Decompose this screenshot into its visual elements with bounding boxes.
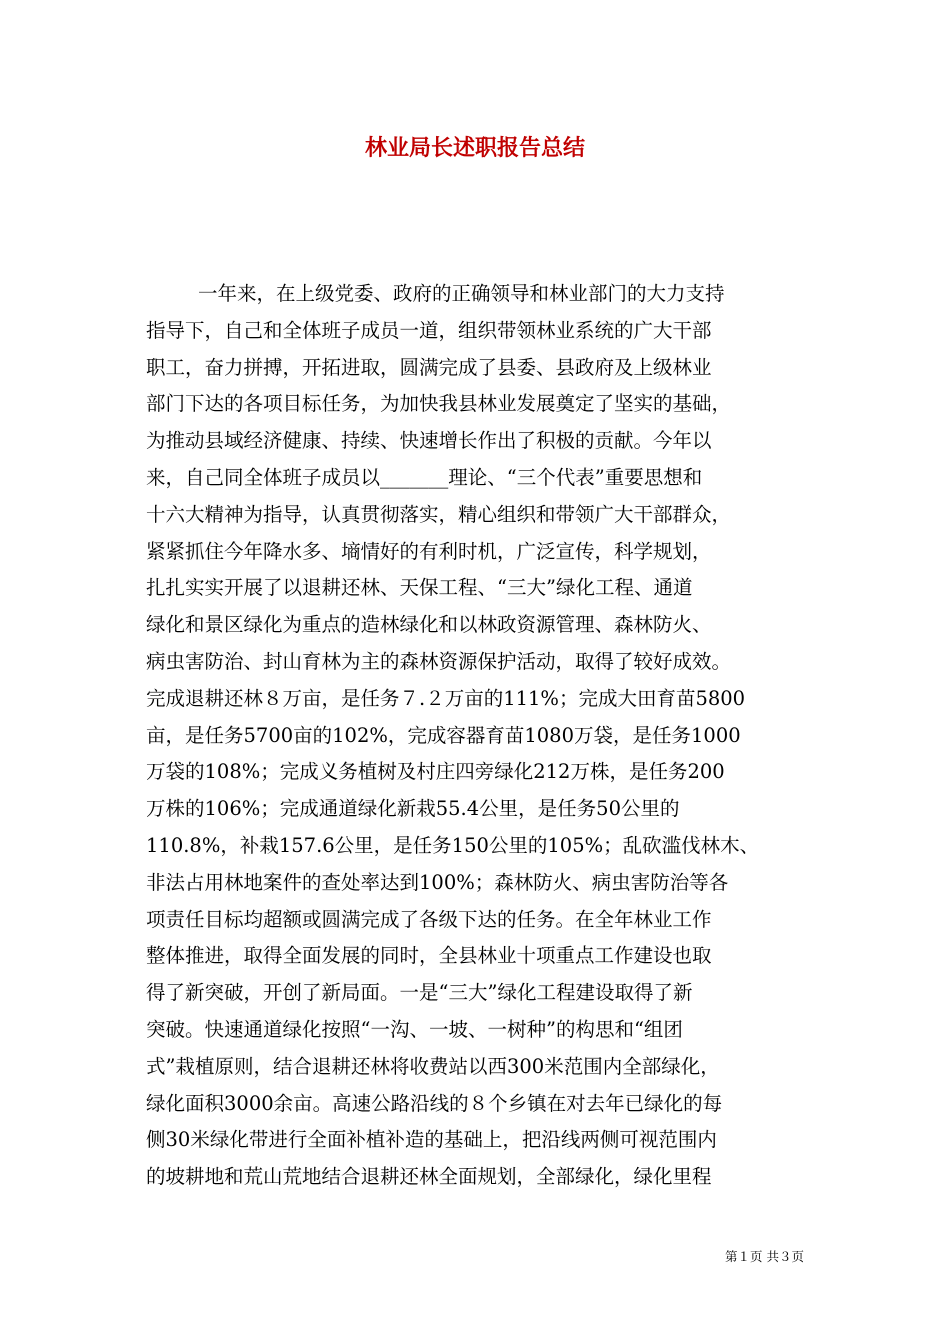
body-line: 指导下，自己和全体班子成员一道，组织带领林业系统的广大干部 — [146, 318, 712, 342]
body-line: 完成退耕还林８万亩，是任务７.２万亩的111%；完成大田育苗5800 — [146, 686, 746, 710]
body-line: 式”栽植原则，结合退耕还林将收费站以西300米范围内全部绿化， — [146, 1054, 720, 1078]
body-line: 绿化面积3000余亩。高速公路沿线的８个乡镇在对去年已绿化的每 — [146, 1091, 723, 1115]
body-line: 非法占用林地案件的查处率达到100%；森林防火、病虫害防治等各 — [146, 870, 729, 894]
document-body — [146, 276, 806, 1196]
body-line: 得了新突破，开创了新局面。一是“三大”绿化工程建设取得了新 — [146, 981, 693, 1005]
document-title: 林业局长述职报告总结 — [364, 135, 585, 161]
body-line: 亩，是任务5700亩的102%，完成容器育苗1080万袋，是任务1000 — [146, 723, 741, 747]
body-line: 职工，奋力拼搏，开拓进取，圆满完成了县委、县政府及上级林业 — [146, 355, 712, 379]
body-line: 部门下达的各项目标任务，为加快我县林业发展奠定了坚实的基础， — [146, 392, 732, 416]
body-line: 扎扎实实开展了以退耕还林、天保工程、“三大”绿化工程、通道 — [146, 576, 693, 600]
body-line: 110.8%，补栽157.6公里，是任务150公里的105%；乱砍滥伐林木、 — [146, 833, 760, 857]
body-line: 紧紧抓住今年降水多、墒情好的有利时机，广泛宣传，科学规划， — [146, 539, 712, 563]
body-line: 突破。快速通道绿化按照“一沟、一坡、一树种”的构思和“组团 — [146, 1017, 683, 1041]
body-line: 绿化和景区绿化为重点的造林绿化和以林政资源管理、森林防火、 — [146, 613, 712, 637]
body-line: 万袋的108%；完成义务植树及村庄四旁绿化212万株，是任务200 — [146, 760, 725, 784]
body-line: 十六大精神为指导，认真贯彻落实，精心组织和带领广大干部群众， — [146, 502, 732, 526]
body-line: 为推动县域经济健康、持续、快速增长作出了积极的贡献。今年以 — [146, 429, 712, 453]
body-line: 项责任目标均超额或圆满完成了各级下达的任务。在全年林业工作 — [146, 907, 712, 931]
body-line: 侧30米绿化带进行全面补植补造的基础上，把沿线两侧可视范围内 — [146, 1128, 717, 1152]
body-line: 的坡耕地和荒山荒地结合退耕还林全面规划，全部绿化，绿化里程 — [146, 1165, 712, 1189]
body-line: 病虫害防治、封山育林为主的森林资源保护活动，取得了较好成效。 — [146, 649, 732, 673]
body-line: 整体推进，取得全面发展的同时，全县林业十项重点工作建设也取 — [146, 944, 712, 968]
body-line: 来，自己同全体班子成员以_______理论、“三个代表”重要思想和 — [146, 465, 703, 489]
page-number: 第１页 共３页 — [725, 1249, 804, 1264]
body-line: 万株的106%；完成通道绿化新栽55.4公里，是任务50公里的 — [146, 797, 680, 821]
body-line: 一年来，在上级党委、政府的正确领导和林业部门的大力支持 — [198, 282, 725, 305]
